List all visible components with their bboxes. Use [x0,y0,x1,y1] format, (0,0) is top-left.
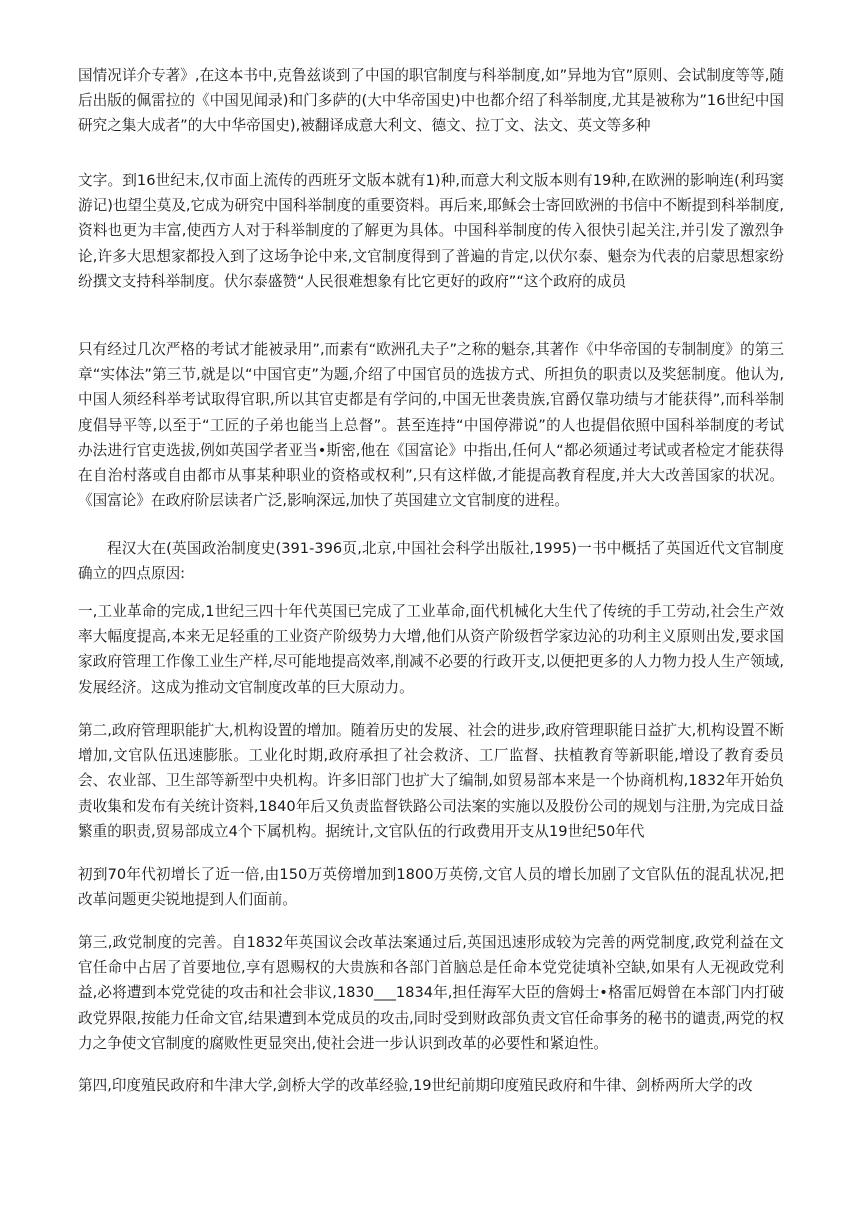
paragraph-9: 第四,印度殖民政府和牛津大学,剑桥大学的改革经验,19世纪前期印度殖民政府和牛律、剑桥两所大学的改 [78,1077,753,1094]
paragraph-8: 第三,政党制度的完善。自1832年英国议会改革法案通过后,英国迅速形成较为完善的两党制度,政党利益在文官任命中占居了首要地位,享有恩赐权的大贵族和各部门首脑总是任命本党党徒填补空缺,如果有人无视政党利益,必将遭到本党党徒的攻击和社会非议,1830___1834年,担任海军大臣的詹姆士•格雷厄姆曾在本部门内打破政党界限,按能力任命文官,结果遭到本党成员的攻击,同时受到财政部负责文官任命事务的秘书的谴责,两党的权力之争使文官制度的腐败性更显突出,使社会进一步认识到改革的必要性和紧迫性。 [78,934,784,1052]
paragraph-1: 国情况详介专著》,在这本书中,克鲁兹谈到了中国的职官制度与科举制度,如”异地为官”原则、会试制度等等,随后出版的佩雷拉的《中国见闻录)和门多萨的(大中华帝国史)中也都介绍了科举制度,尤其是被称为”16世纪中国研究之集大成者”的大中华帝国史),被翻译成意大利文、德文、拉丁文、法文、英文等多种 [78,67,784,135]
paragraph-7: 初到70年代初增长了近一倍,由150万英傍增加到1800万英傍,文官人员的增长加剧了文官队伍的混乱状况,把改革问题更尖锐地提到人们面前。 [78,866,784,909]
paragraph-4: 程汉大在(英国政治制度史(391-396页,北京,中国社会科学出版社,1995)一书中概括了英国近代文官制度确立的四点原因: [78,540,784,583]
paragraph-3: 只有经过几次严格的考试才能被录用”,而素有“欧洲孔夫子”之称的魁奈,其著作《中华帝国的专制制度》的第三章“实体法”第三节,就是以“中国官吏”为题,介绍了中国官员的选拔方式、所担负的职责以及奖惩制度。他认为,中国人须经科举考试取得官职,所以其官吏都是有学问的,中国无世袭贵族,官爵仅靠功绩与才能获得”,而科举制度倡导平等,以至于“工匠的子弟也能当上总督”。甚至连持“中国停滞说”的人也提倡依照中国科举制度的考试办法进行官吏选拔,例如英国学者亚当•斯密,他在《国富论》中指出,任何人“都必须通过考试或者检定才能获得在自治村落或自由都市从事某种职业的资格或权利”,只有这样做,才能提高教育程度,并大大改善国家的状况。《国富论》在政府阶层读者广泛,影响深远,加快了英国建立文官制度的进程。 [78,341,784,510]
paragraph-6: 第二,政府管理职能扩大,机构设置的增加。随着历史的发展、社会的进步,政府管理职能日益扩大,机构设置不断增加,文官队伍迅速膨胀。工业化时期,政府承担了社会救济、工厂监督、扶植教育等新职能,增设了教育委员会、农业部、卫生部等新型中央机构。许多旧部门也扩大了编制,如贸易部本来是一个协商机构,1832年开始负责收集和发布有关统计资料,1840年后又负责监督铁路公司法案的实施以及股份公司的规划与注册,为完成日益繁重的职责,贸易部成立4个下属机构。据统计,文官队伍的行政费用开支从19世纪50年代 [78,722,784,840]
paragraph-2: 文字。到16世纪末,仅市面上流传的西班牙文版本就有1)种,而意大利文版本则有19种,在欧洲的影响连(利玛窦游记)也望尘莫及,它成为研究中国科举制度的重要资料。再后来,耶稣会士寄回欧洲的书信中不断提到科举制度,资料也更为丰富,使西方人对于科举制度的了解更为具体。中国科举制度的传入很快引起关注,并引发了激烈争论,许多大思想家都投入到了这场争论中来,文官制度得到了普遍的肯定,以伏尔泰、魁奈为代表的启蒙思想家纷纷撰文支持科举制度。伏尔泰盛赞“人民很难想象有比它更好的政府”“这个政府的成员 [78,172,784,290]
paragraph-5: 一,工业革命的完成,1世纪三四十年代英国已完成了工业革命,面代机械化大生代了传统的手工劳动,社会生产效率大幅度提高,本来无足轻重的工业资产阶级势力大增,他们从资产阶级哲学家边沁的功利主义原则出发,要求国家政府管理工作像工业生产样,尽可能地提高效率,削减不必要的行政开支,以便把更多的人力物力投人生产领域,发展经济。这成为推动文官制度改革的巨大原动力。 [78,603,784,696]
